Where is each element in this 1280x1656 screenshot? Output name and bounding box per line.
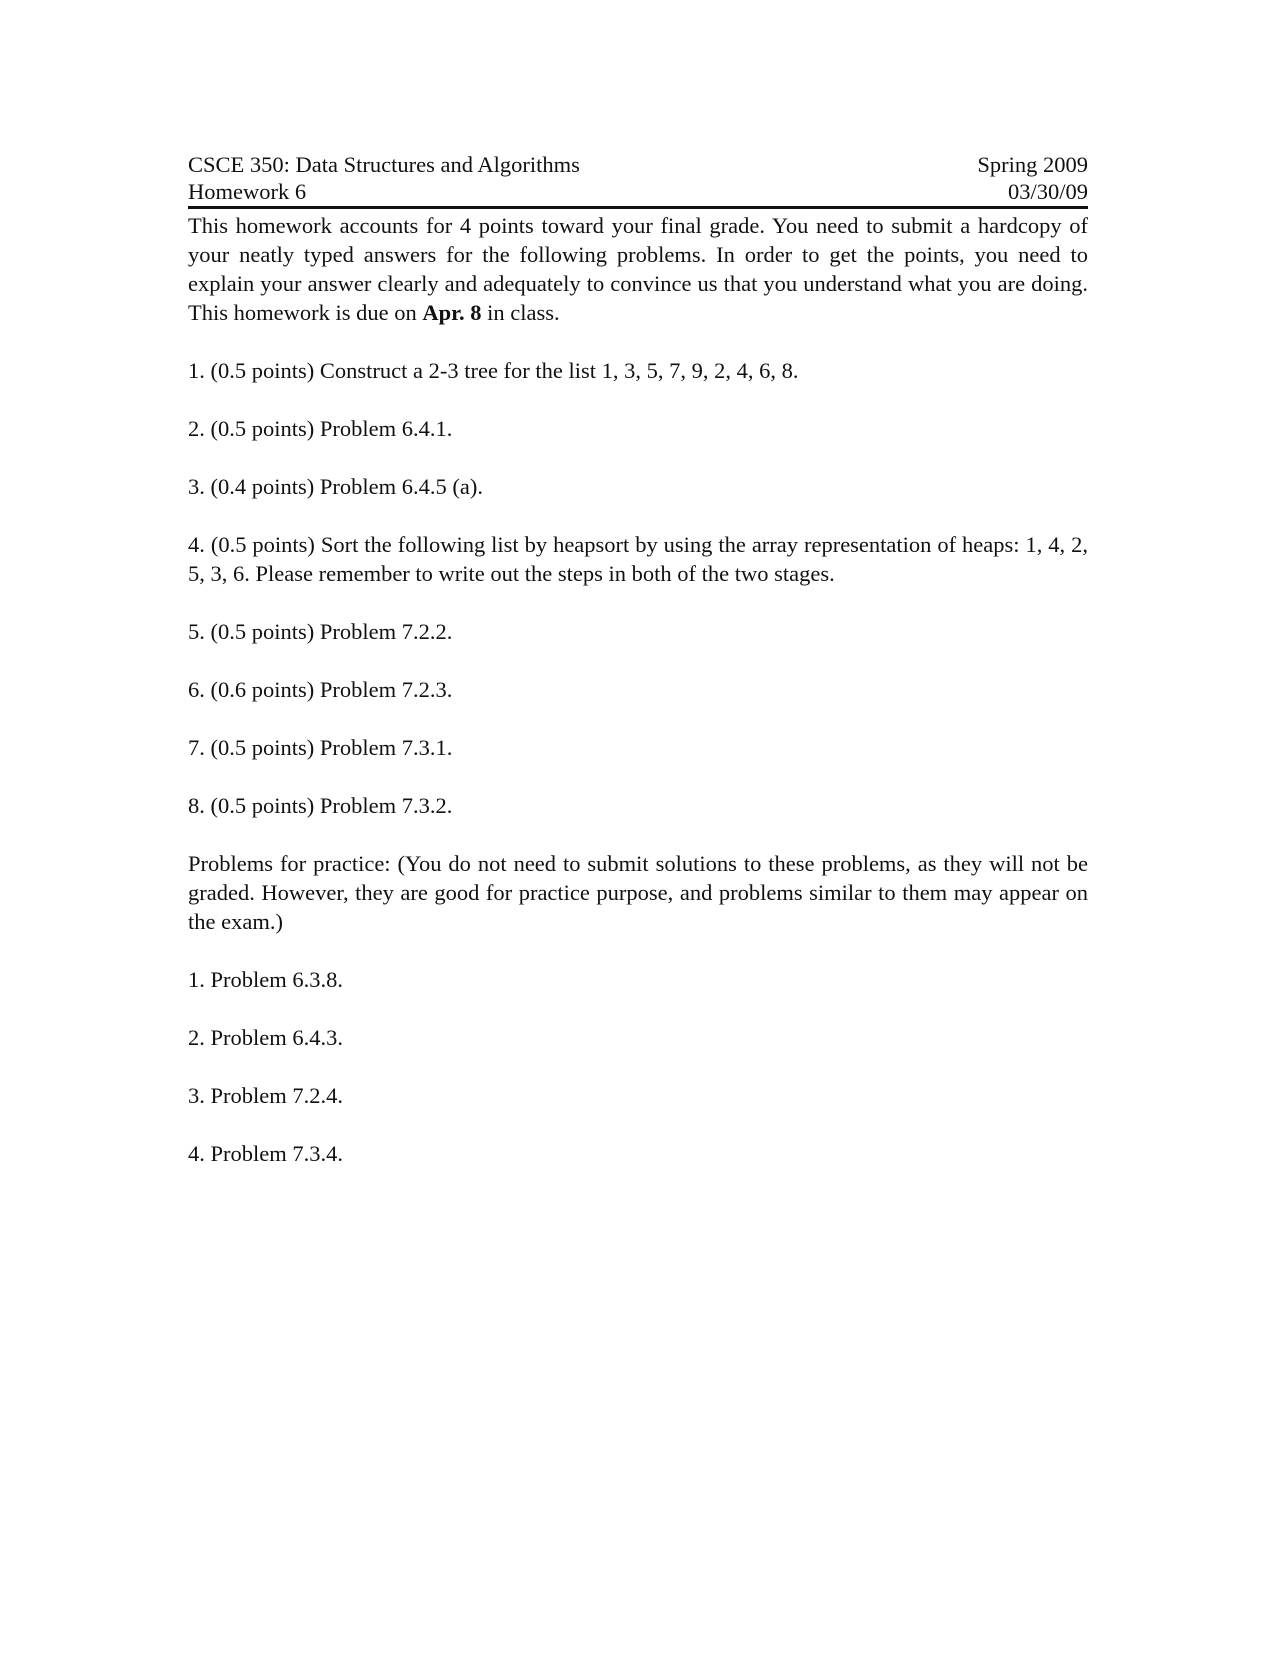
problem-6: 6. (0.6 points) Problem 7.2.3.: [188, 677, 453, 702]
header-divider: [188, 206, 1088, 209]
practice-intro: Problems for practice: (You do not need to submit solutions to these problems, as they will not be graded. However, they are good for practice purpose, and problems similar to them may appear on the exam.): [188, 851, 1088, 934]
header-row-1: [188, 150, 1088, 177]
term: Spring 2009: [977, 152, 1088, 177]
problem-8: 8. (0.5 points) Problem 7.3.2.: [188, 793, 453, 818]
date: 03/30/09: [1007, 179, 1088, 204]
course-title: CSCE 350: Data Structures and Algorithms: [188, 152, 580, 177]
practice-item-3: 3. Problem 7.2.4.: [188, 1083, 343, 1108]
practice-item-2: 2. Problem 6.4.3.: [188, 1025, 343, 1050]
header-row-2: [188, 177, 1088, 204]
due-date: Apr. 8: [422, 300, 482, 325]
problem-4: 4. (0.5 points) Sort the following list by heapsort by using the array representation of heaps: 1, 4, 2, 5, 3, 6. Please remember to write out the steps in both of the two stages.: [188, 532, 1088, 586]
intro-paragraph: This homework accounts for 4 points toward your final grade. You need to submit a hardcopy of your neatly typed answers for the following problems. In order to get the points, you need to explain your answer clearly and adequately to convince us that you understand what you are doing. This homework is due on Apr. 8 in class.: [188, 213, 1088, 325]
problem-2: 2. (0.5 points) Problem 6.4.1.: [188, 416, 453, 441]
practice-item-4: 4. Problem 7.3.4.: [188, 1141, 343, 1166]
problem-3: 3. (0.4 points) Problem 6.4.5 (a).: [188, 474, 483, 499]
problem-7: 7. (0.5 points) Problem 7.3.1.: [188, 735, 453, 760]
practice-item-1: 1. Problem 6.3.8.: [188, 967, 343, 992]
homework-page: [188, 150, 1088, 1168]
problem-1: 1. (0.5 points) Construct a 2-3 tree for the list 1, 3, 5, 7, 9, 2, 4, 6, 8.: [188, 358, 799, 383]
assignment-title: Homework 6: [188, 179, 307, 204]
problem-5: 5. (0.5 points) Problem 7.2.2.: [188, 619, 453, 644]
